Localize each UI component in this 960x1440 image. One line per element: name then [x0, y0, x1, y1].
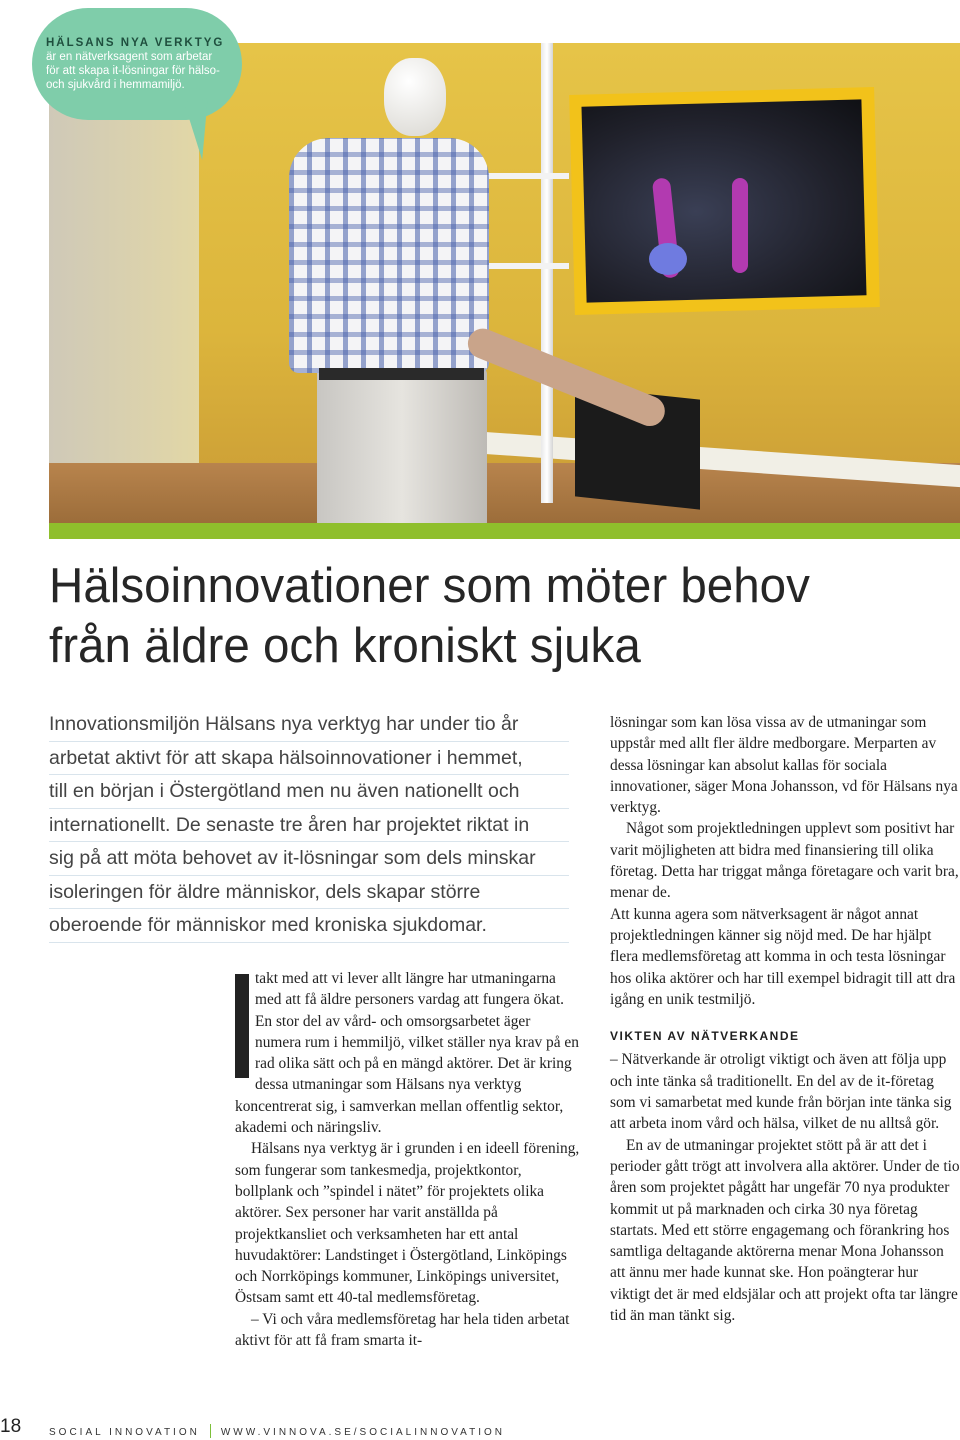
man-trousers — [317, 368, 487, 523]
bubble-text — [46, 36, 226, 92]
headline-line-2: från äldre och kroniskt sjuka — [49, 619, 641, 673]
lead-line: sig på att möta behovet av it-lösningar som dels minskar — [49, 842, 569, 876]
lead-line: arbetat aktivt för att skapa hälsoinnovationer i hemmet, — [49, 742, 569, 776]
subheading: VIKTEN AV NÄTVERKANDE — [610, 1029, 800, 1044]
shelf-pole — [541, 43, 553, 503]
bubble-title: HÄLSANS NYA VERKTYG — [46, 37, 225, 49]
man-belt — [319, 368, 484, 380]
body-column-middle — [235, 968, 580, 1351]
footer-divider — [210, 1424, 211, 1438]
tv-screen — [581, 99, 866, 302]
accent-bar — [49, 523, 960, 539]
man-head — [384, 58, 446, 136]
body-paragraph: – Vi och våra medlemsföretag har hela tiden arbetat aktivt för att få fram smarta it- — [235, 1310, 570, 1350]
drop-cap-i — [235, 974, 249, 1078]
publication-name: SOCIAL INNOVATION — [49, 1427, 200, 1438]
lead-line: till en början i Östergötland men nu även nationellt och — [49, 775, 569, 809]
page-number: 18 — [0, 1416, 22, 1437]
body-paragraph: Hälsans nya verktyg är i grunden i en ideell förening, som fungerar som tankesmedja, projektkontor, bollplank och ”spindel i nätet” för projektets olika aktörer. Sex personer har varit anställda på projektkansliet och verksamheten har ett antal huvudaktörer: Landstinget i Östergötland, Linköpings och Norrköpings kommuner, Linköpings universitet, Östsam samt ett 40-tal medlemsföretag. — [235, 1140, 580, 1307]
body-paragraph: Att kunna agera som nätverksagent är något annat projektledningen känner sig nöjd med. De har hjälpt flera medlemsföretag att komma in och testa lösningar hos olika aktörer och har till exempel bidragit till att dra igång en unik testmiljö. — [610, 905, 956, 1008]
lead-line: isoleringen för äldre människor, dels skapar större — [49, 876, 569, 910]
screen-figure — [732, 178, 748, 273]
body-paragraph: En av de utmaningar projektet stött på är att det i perioder gått trögt att involvera alla aktörer. Under de tio åren som projektet pågått har ungefär 70 nya produkter kommit ut på marknaden och cirka 30 nya företag startats. Med ett större engagemang och förankring hos samtliga deltagande aktörerna menar Mona Johansson att ännu mer hade kunnat ske. Hon poängterar hur viktigt det är med eldsjälar och att projekt ofta tar längre tid än man tänkt sig. — [610, 1136, 960, 1325]
body-paragraph: – Nätverkande är otroligt viktigt och även att följa upp och inte tänka så traditionellt. En del av de it-företag som vi samarbetat med kunde från början inte tänka sig att arbeta inom vård och hälsa, vilket de nu alltså gör. — [610, 1051, 952, 1133]
lead-paragraph — [49, 708, 569, 943]
man-arm — [463, 324, 669, 430]
body-column-right — [610, 712, 960, 1326]
body-paragraph: lösningar som kan lösa vissa av de utmaningar som uppstår med allt fler äldre medborgare. Merparten av dessa lösningar kan absolut kallas för sociala innovationer, säger Mona Johansson, vd för Hälsans nya verktyg. — [610, 714, 958, 817]
headline-line-1: Hälsoinnovationer som möter behov — [49, 559, 810, 613]
lead-line: internationellt. De senaste tre åren har projektet riktat in — [49, 809, 569, 843]
footer — [49, 1424, 505, 1438]
body-paragraph: takt med att vi lever allt längre har utmaningarna med att få äldre personers vardag att fungera ökat. En stor del av vård- och omsorgsarbetet äger numera rum i hemmiljö, vilket ställer nya krav på en rad olika sätt och på en mängd aktörer. Det är kring dessa utmaningar som Hälsans nya verktyg koncentrerat sig, i samverkan mellan offentlig sektor, akademi och näringsliv. — [235, 970, 579, 1137]
man-shirt — [289, 138, 489, 373]
bubble-body: är en nätverksagent som arbetar för att skapa it-lösningar för hälso- och sjukvård i hemmamiljö. — [46, 51, 220, 91]
screen-orb — [649, 243, 687, 275]
lead-line: Innovationsmiljön Hälsans nya verktyg har under tio år — [49, 708, 569, 742]
lead-line: oberoende för människor med kroniska sjukdomar. — [49, 909, 569, 943]
headline — [49, 556, 922, 676]
footer-url[interactable]: WWW.VINNOVA.SE/SOCIALINNOVATION — [220, 1427, 505, 1438]
body-paragraph: Något som projektledningen upplevt som positivt har varit möjligheten att bidra med finansiering till olika företag. Detta har triggat många företagare och varit bra, menar de. — [610, 820, 959, 902]
